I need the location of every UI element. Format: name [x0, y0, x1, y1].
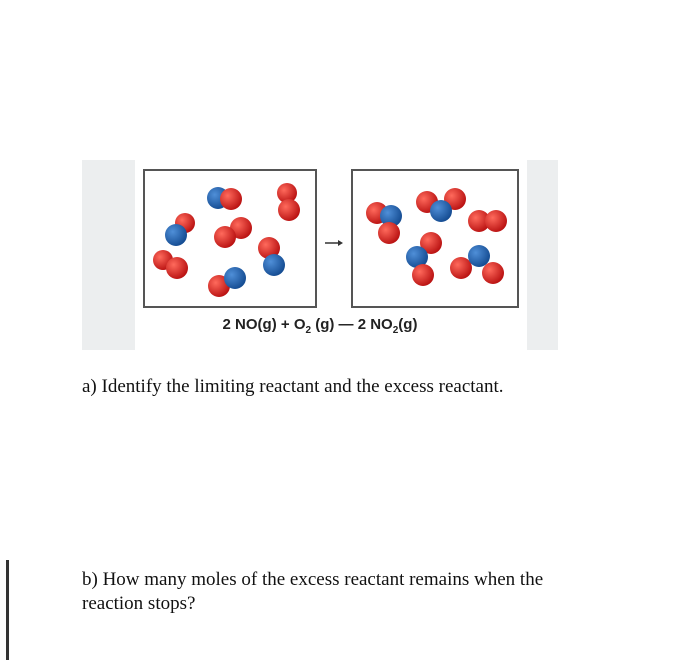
no-molecule	[165, 213, 195, 246]
question-b: b) How many moles of the excess reactant remains when the reaction stops?	[82, 569, 544, 614]
no2-molecule	[450, 245, 504, 284]
plus-sign: +	[280, 316, 290, 333]
question-a: a) Identify the limiting reactant and the excess reactant.	[82, 376, 504, 397]
no-molecule	[207, 187, 242, 210]
reactant-o2: $O_2$ (g)	[293, 316, 335, 336]
products-box	[351, 169, 519, 308]
product-molecules	[353, 171, 517, 306]
o2-molecule	[153, 250, 188, 279]
equation-arrow: —	[338, 316, 354, 333]
product-no2: 2 $NO_2(g)$	[357, 316, 418, 336]
o2-molecule	[468, 210, 507, 232]
scroll-indicator[interactable]	[6, 560, 9, 660]
no-molecule	[208, 267, 246, 297]
reaction-arrow-icon	[324, 238, 344, 248]
no2-molecule	[406, 232, 442, 286]
reaction-figure	[82, 160, 558, 350]
o2-molecule	[277, 183, 300, 221]
no2-molecule	[366, 202, 402, 244]
chemical-equation	[82, 316, 558, 336]
reactant-no: 2 NO(g)	[222, 316, 277, 333]
o2-molecule	[214, 217, 252, 248]
no2-molecule	[416, 188, 466, 222]
reactant-molecules	[145, 171, 315, 306]
no-molecule	[258, 237, 285, 276]
reactants-box	[143, 169, 317, 308]
